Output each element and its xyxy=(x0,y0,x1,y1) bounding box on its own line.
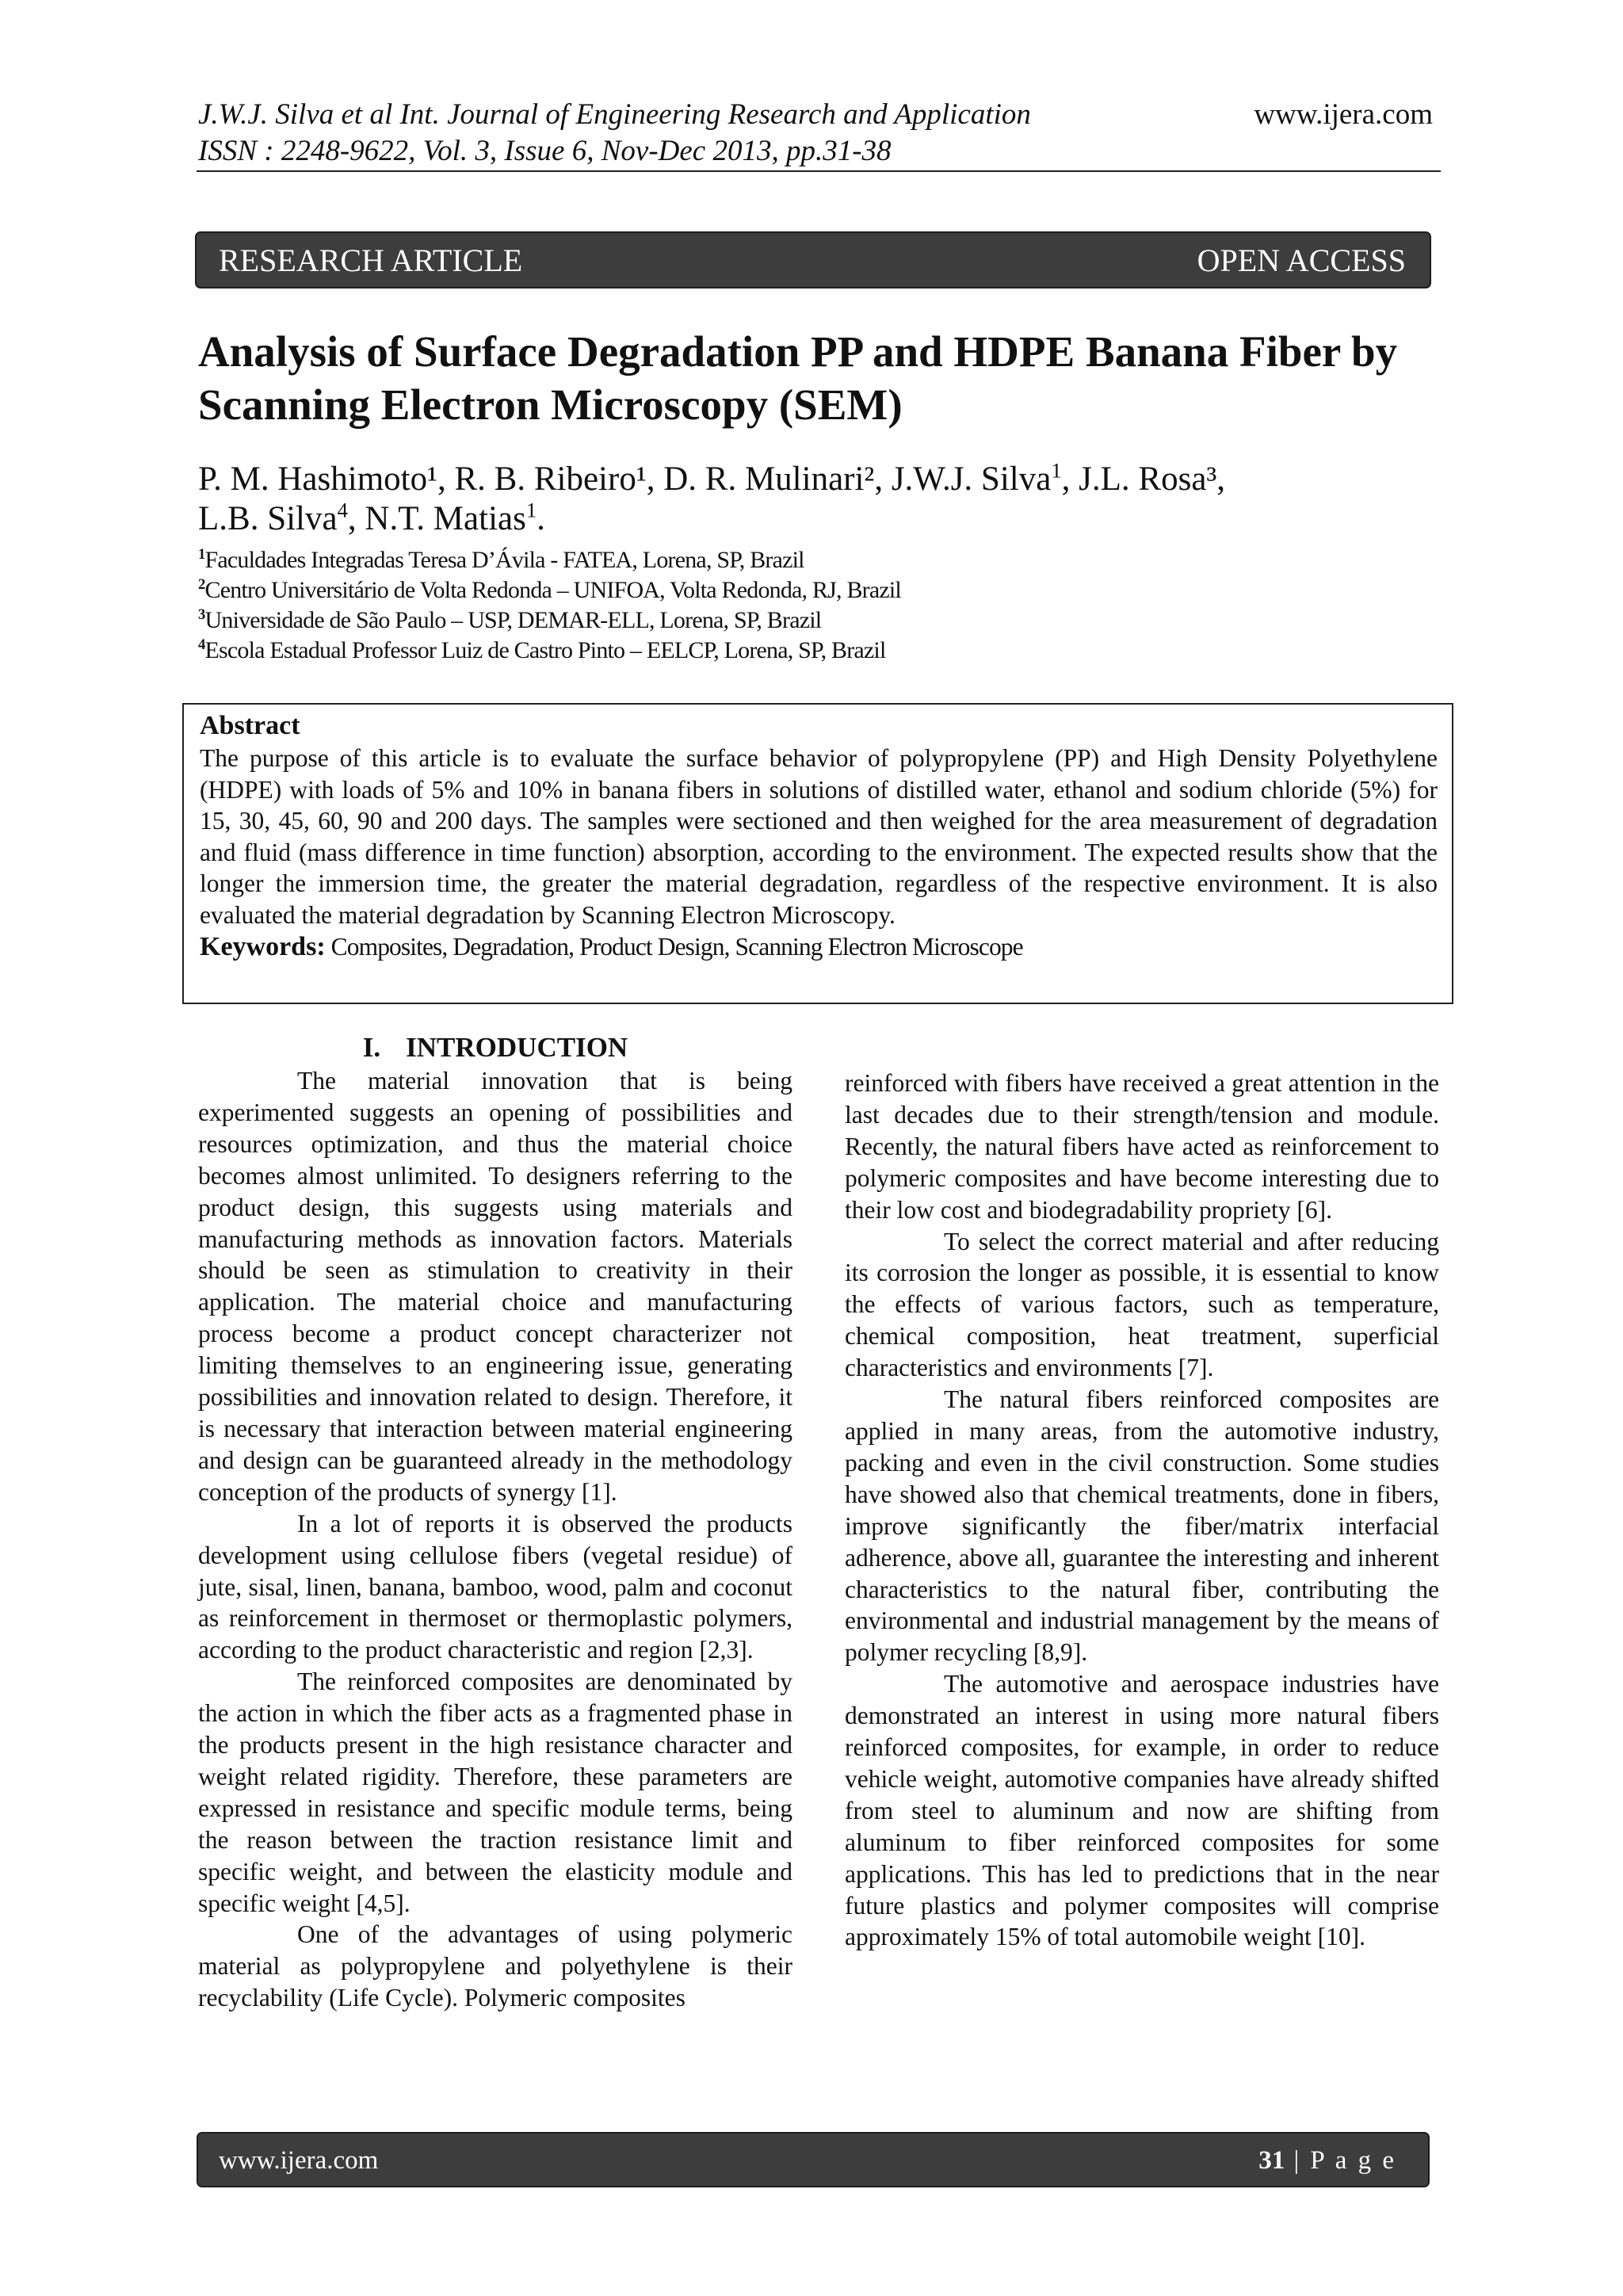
affiliation-item xyxy=(198,606,1442,636)
body-column-right xyxy=(845,1068,1439,1953)
paragraph: In a lot of reports it is observed the products development using cellulose fibers (vegetal residue) of jute, sisal, linen, banana, bamboo, wood, palm and coconut as reinforcement in thermoset or thermoplastic polymers, according to the product characteristic and region [2,3]. xyxy=(198,1509,792,1664)
affiliation-item xyxy=(198,575,1442,606)
header-divider xyxy=(197,170,1441,172)
page-footer xyxy=(197,2132,1430,2187)
page-number-label xyxy=(1258,2145,1396,2176)
paper-title xyxy=(198,325,1442,431)
paragraph: To select the correct material and after reducing its corrosion the longer as possible, it is essential to know the effects of various factors, such as temperature, chemical composition, heat treatment, superficial characteristics and environments [7]. xyxy=(845,1227,1439,1382)
paragraph: One of the advantages of using polymeric material as polypropylene and polyethylene is their recyclability (Life Cycle). Polymeric composites xyxy=(198,1920,792,2012)
section-number: I. xyxy=(362,1032,381,1063)
affiliation-item xyxy=(198,545,1442,575)
abstract-body: The purpose of this article is to evaluate the surface behavior of polypropylene (PP) and High Density Polyethylene (HDPE) with loads of 5% and 10% in banana fibers in solutions of distilled water, ethanol and sodium chloride (5%) for 15, 30, 45, 60, 90 and 200 days. The samples were sectioned and then weighed for the area measurement of degradation and fluid (mass difference in time function) absorption, according to the environment. The expected results show that the longer the immersion time, the greater the material degradation, regardless of the respective environment. It is also evaluated the material degradation by Scanning Electron Microscopy. xyxy=(200,744,1438,929)
author-affil-marker: 1 xyxy=(1051,458,1062,483)
body-column-left xyxy=(198,1030,792,2014)
paragraph: The reinforced composites are denominated by the action in which the fiber acts as a fragmented phase in the products present in the high resistance character and weight related rigidity. Therefore, these parameters are expressed in resistance and specific module terms, being the reason between the traction resistance limit and specific weight, and between the elasticity module and specific weight [4,5]. xyxy=(198,1668,792,1917)
paragraph: The material innovation that is being experimented suggests an opening of possibilities and resources optimization, and thus the material choice becomes almost unlimited. To designers referring to the product design, this suggests using materials and manufacturing methods as innovation factors. Materials should be seen as stimulation to creativity in their application. The material choice and manufacturing process become a product concept characterizer not limiting themselves to an engineering issue, generating possibilities and innovation related to design. Therefore, it is necessary that interaction between material engineering and design can be guaranteed already in the methodology conception of the products of synergy [1]. xyxy=(198,1067,792,1506)
title-line-1: Analysis of Surface Degradation PP and HDPE Banana Fiber by xyxy=(198,327,1398,376)
author-affil-marker: 1 xyxy=(525,498,537,522)
author-line-2 xyxy=(198,499,1442,539)
title-line-2: Scanning Electron Microscopy (SEM) xyxy=(198,380,903,429)
citation-line-1: J.W.J. Silva et al Int. Journal of Engineering Research and Application xyxy=(198,98,1031,131)
paragraph: The automotive and aerospace industries have demonstrated an interest in using more natural fibers reinforced composites, for example, in order to reduce vehicle weight, automotive companies have already shifted from steel to aluminum and now are shifting from aluminum to fiber reinforced composites for some applications. This has led to predictions that in the near future plastics and polymer composites will comprise approximately 15% of total automobile weight [10]. xyxy=(845,1670,1439,1951)
author-list-end: . xyxy=(537,500,545,537)
affiliation-number: 4 xyxy=(198,636,205,653)
author-name: , N.T. Matias xyxy=(347,500,526,537)
abstract-box xyxy=(182,703,1453,1004)
keywords-text: Composites, Degradation, Product Design, Scanning Electron Microscope xyxy=(325,932,1023,961)
affiliation-text: Universidade de São Paulo – USP, DEMAR-ELL, Lorena, SP, Brazil xyxy=(204,607,822,633)
author-list xyxy=(198,460,1442,539)
affiliation-text: Escola Estadual Professor Luiz de Castro Pinto – EELCP, Lorena, SP, Brazil xyxy=(204,637,886,663)
affiliation-number: 3 xyxy=(198,606,205,623)
journal-website-link[interactable]: www.ijera.com xyxy=(1254,98,1433,131)
keywords-line xyxy=(200,931,1438,963)
author-affil-marker: 4 xyxy=(337,498,348,522)
footer-website-link[interactable]: www.ijera.com xyxy=(219,2146,379,2175)
section-heading-introduction xyxy=(198,1030,792,1065)
citation-line-2: ISSN : 2248-9622, Vol. 3, Issue 6, Nov-Dec 2013, pp.31-38 xyxy=(198,135,892,167)
keywords-label: Keywords: xyxy=(200,931,326,961)
section-title: INTRODUCTION xyxy=(406,1032,628,1063)
author-names-1-tail: , J.L. Rosa³, xyxy=(1061,460,1226,498)
affiliation-list xyxy=(198,545,1442,666)
paragraph: The natural fibers reinforced composites are applied in many areas, from the automotive industry, packing and even in the civil construction. Some studies have showed also that chemical treatments, done in fibers, improve significantly the fiber/matrix interfacial adherence, above all, guarantee the interesting and inherent characteristics to the natural fiber, contributing the environmental and industrial management by the means of polymer recycling [8,9]. xyxy=(845,1385,1439,1667)
open-access-label: OPEN ACCESS xyxy=(1197,243,1406,278)
affiliation-text: Faculdades Integradas Teresa D’Ávila - FATEA, Lorena, SP, Brazil xyxy=(204,547,804,573)
journal-citation xyxy=(198,97,1149,170)
affiliation-item xyxy=(198,636,1442,666)
affiliation-number: 2 xyxy=(198,576,205,593)
article-type-banner xyxy=(195,231,1431,288)
affiliation-text: Centro Universitário de Volta Redonda – UNIFOA, Volta Redonda, RJ, Brazil xyxy=(204,577,901,603)
author-name: L.B. Silva xyxy=(198,500,338,537)
abstract-heading: Abstract xyxy=(200,711,300,740)
page-label: | P a g e xyxy=(1285,2146,1396,2175)
abstract-content xyxy=(200,711,1438,962)
research-article-label: RESEARCH ARTICLE xyxy=(219,243,523,278)
paragraph: reinforced with fibers have received a great attention in the last decades due to their strength/tension and module. Recently, the natural fibers have acted as reinforcement to polymeric composites and have become interesting due to their low cost and biodegradability propriety [6]. xyxy=(845,1069,1439,1224)
affiliation-number: 1 xyxy=(198,546,205,563)
author-line-1 xyxy=(198,460,1442,499)
author-names-1: P. M. Hashimoto¹, R. B. Ribeiro¹, D. R. Mulinari², J.W.J. Silva xyxy=(198,460,1052,498)
page-number: 31 xyxy=(1258,2146,1285,2175)
